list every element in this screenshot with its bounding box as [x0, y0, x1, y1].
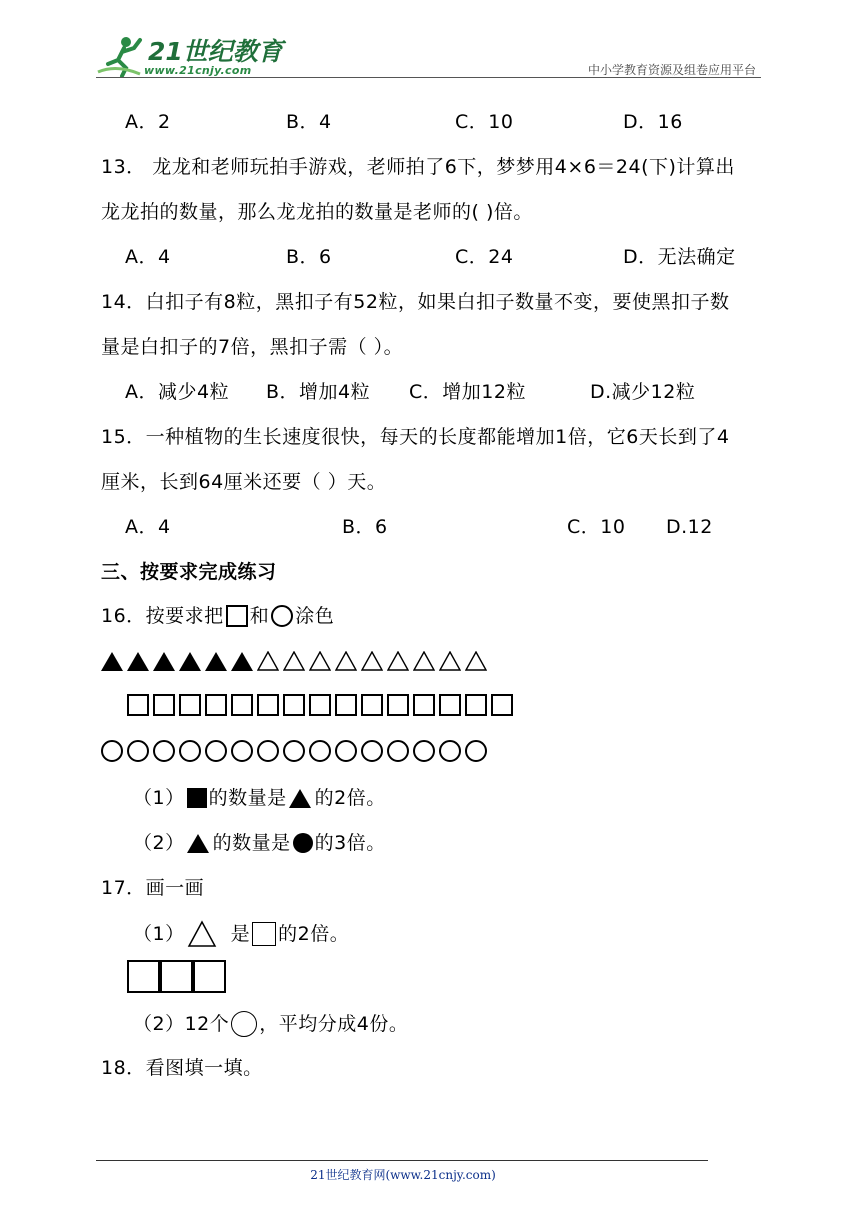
q16-sub2-mid: 的数量是 — [212, 832, 291, 854]
site-logo — [96, 34, 283, 78]
empty-triangle-icon[interactable] — [465, 651, 487, 671]
filled-triangle-icon — [179, 652, 201, 671]
filled-triangle-icon — [231, 652, 253, 671]
drawn-square-icon — [160, 960, 193, 993]
empty-circle-icon[interactable] — [309, 740, 331, 762]
q13-line1: 13． 龙龙和老师玩拍手游戏，老师拍了6下，梦梦用4×6＝24(下)计算出 — [101, 156, 735, 178]
q16-title — [101, 604, 334, 628]
q13-option-d: D．无法确定 — [623, 246, 736, 268]
empty-circle-icon[interactable] — [361, 740, 383, 762]
empty-square-icon[interactable] — [153, 694, 175, 716]
empty-square-icon[interactable] — [179, 694, 201, 716]
q13-line2: 龙龙拍的数量，那么龙龙拍的数量是老师的( )倍。 — [101, 201, 533, 223]
empty-square-icon[interactable] — [231, 694, 253, 716]
q14-option-c: C．增加12粒 — [409, 381, 526, 403]
section-3-title: 三、按要求完成练习 — [101, 561, 277, 583]
q14-option-b: B．增加4粒 — [266, 381, 371, 403]
q16-sub1-prefix: （1） — [133, 787, 185, 809]
empty-circle-icon[interactable] — [257, 740, 279, 762]
triangle-row — [101, 651, 491, 671]
q17-sub2-prefix: （2）12个 — [133, 1013, 230, 1035]
q18-title: 18．看图填一填。 — [101, 1057, 263, 1079]
square-icon — [226, 605, 248, 627]
empty-circle-icon[interactable] — [179, 740, 201, 762]
empty-circle-icon[interactable] — [335, 740, 357, 762]
empty-triangle-icon[interactable] — [309, 651, 331, 671]
empty-triangle-icon[interactable] — [283, 651, 305, 671]
drawn-square-icon — [127, 960, 160, 993]
q16-sub1-mid: 的数量是 — [208, 787, 287, 809]
empty-square-icon[interactable] — [257, 694, 279, 716]
empty-circle-icon[interactable] — [387, 740, 409, 762]
empty-triangle-icon[interactable] — [387, 651, 409, 671]
q15-option-c: C．10 — [567, 516, 626, 538]
q16-mid: 和 — [249, 605, 270, 627]
empty-square-icon[interactable] — [439, 694, 461, 716]
empty-triangle-icon[interactable] — [413, 651, 435, 671]
empty-circle-icon[interactable] — [231, 740, 253, 762]
square-row — [127, 694, 517, 716]
q13-option-a: A．4 — [125, 246, 171, 268]
q15-option-d: D.12 — [666, 516, 713, 538]
q16-prefix: 16．按要求把 — [101, 605, 224, 627]
q17-sub1-suffix: 的2倍。 — [278, 923, 350, 945]
filled-triangle-icon — [289, 789, 311, 808]
q17-sub2 — [133, 1011, 408, 1037]
circle-icon — [271, 605, 293, 627]
q12-option-c: C．10 — [455, 111, 514, 133]
filled-triangle-icon — [205, 652, 227, 671]
q17-title: 17．画一画 — [101, 877, 205, 899]
q16-sub1 — [133, 786, 386, 810]
empty-circle-icon[interactable] — [413, 740, 435, 762]
q13-option-c: C．24 — [455, 246, 514, 268]
q17-sub2-suffix: ，平均分成4份。 — [259, 1013, 409, 1035]
q17-sub1 — [133, 920, 349, 948]
q14-line2: 量是白扣子的7倍，黑扣子需（ ）。 — [101, 336, 404, 358]
empty-square-icon[interactable] — [361, 694, 383, 716]
triangle-icon — [187, 920, 217, 948]
q14-option-a: A．减少4粒 — [125, 381, 230, 403]
header-platform-text: 中小学教育资源及组卷应用平台 — [587, 63, 756, 77]
q15-line1: 15．一种植物的生长速度很快，每天的长度都能增加1倍，它6天长到了4 — [101, 426, 730, 448]
empty-triangle-icon[interactable] — [335, 651, 357, 671]
empty-circle-icon[interactable] — [283, 740, 305, 762]
q15-option-b: B．6 — [342, 516, 388, 538]
filled-triangle-icon — [153, 652, 175, 671]
q16-suffix: 涂色 — [295, 605, 335, 627]
empty-square-icon[interactable] — [413, 694, 435, 716]
header-divider — [96, 77, 761, 78]
empty-circle-icon[interactable] — [205, 740, 227, 762]
q17-sub1-mid: 是 — [230, 923, 251, 945]
q12-option-d: D．16 — [623, 111, 683, 133]
footer-text[interactable]: 21世纪教育网(www.21cnjy.com) — [310, 1168, 496, 1182]
filled-square-icon — [187, 788, 207, 808]
q14-option-d: D.减少12粒 — [590, 381, 696, 403]
filled-triangle-icon — [101, 652, 123, 671]
empty-square-icon[interactable] — [335, 694, 357, 716]
q15-option-a: A．4 — [125, 516, 171, 538]
empty-circle-icon[interactable] — [153, 740, 175, 762]
empty-square-icon[interactable] — [491, 694, 513, 716]
q16-sub1-suffix: 的2倍。 — [314, 787, 386, 809]
empty-triangle-icon[interactable] — [257, 651, 279, 671]
q16-sub2 — [133, 831, 386, 855]
logo-text: 21世纪教育 — [148, 37, 283, 66]
empty-square-icon[interactable] — [127, 694, 149, 716]
empty-circle-icon[interactable] — [439, 740, 461, 762]
empty-triangle-icon[interactable] — [439, 651, 461, 671]
q16-sub2-prefix: （2） — [133, 832, 185, 854]
filled-circle-icon — [293, 833, 313, 853]
q17-square-row — [127, 960, 226, 993]
drawn-square-icon — [193, 960, 226, 993]
empty-square-icon[interactable] — [205, 694, 227, 716]
circle-icon — [231, 1011, 257, 1037]
q13-option-b: B．6 — [286, 246, 332, 268]
square-icon — [252, 922, 276, 946]
empty-square-icon[interactable] — [387, 694, 409, 716]
empty-square-icon[interactable] — [283, 694, 305, 716]
runner-logo-icon — [96, 34, 146, 78]
logo-url: www.21cnjy.com — [144, 64, 252, 77]
footer-divider — [96, 1160, 708, 1161]
empty-circle-icon[interactable] — [465, 740, 487, 762]
empty-triangle-icon[interactable] — [361, 651, 383, 671]
q12-option-a: A．2 — [125, 111, 171, 133]
q12-option-b: B．4 — [286, 111, 332, 133]
empty-square-icon[interactable] — [465, 694, 487, 716]
empty-circle-icon[interactable] — [127, 740, 149, 762]
empty-square-icon[interactable] — [309, 694, 331, 716]
filled-triangle-icon — [127, 652, 149, 671]
filled-triangle-icon — [187, 834, 209, 853]
q15-line2: 厘米，长到64厘米还要（ ）天。 — [101, 471, 387, 493]
q16-sub2-suffix: 的3倍。 — [314, 832, 386, 854]
q14-line1: 14．白扣子有8粒，黑扣子有52粒，如果白扣子数量不变，要使黑扣子数 — [101, 291, 730, 313]
empty-circle-icon[interactable] — [101, 740, 123, 762]
q17-sub1-prefix: （1） — [133, 923, 185, 945]
circle-row — [101, 740, 491, 762]
